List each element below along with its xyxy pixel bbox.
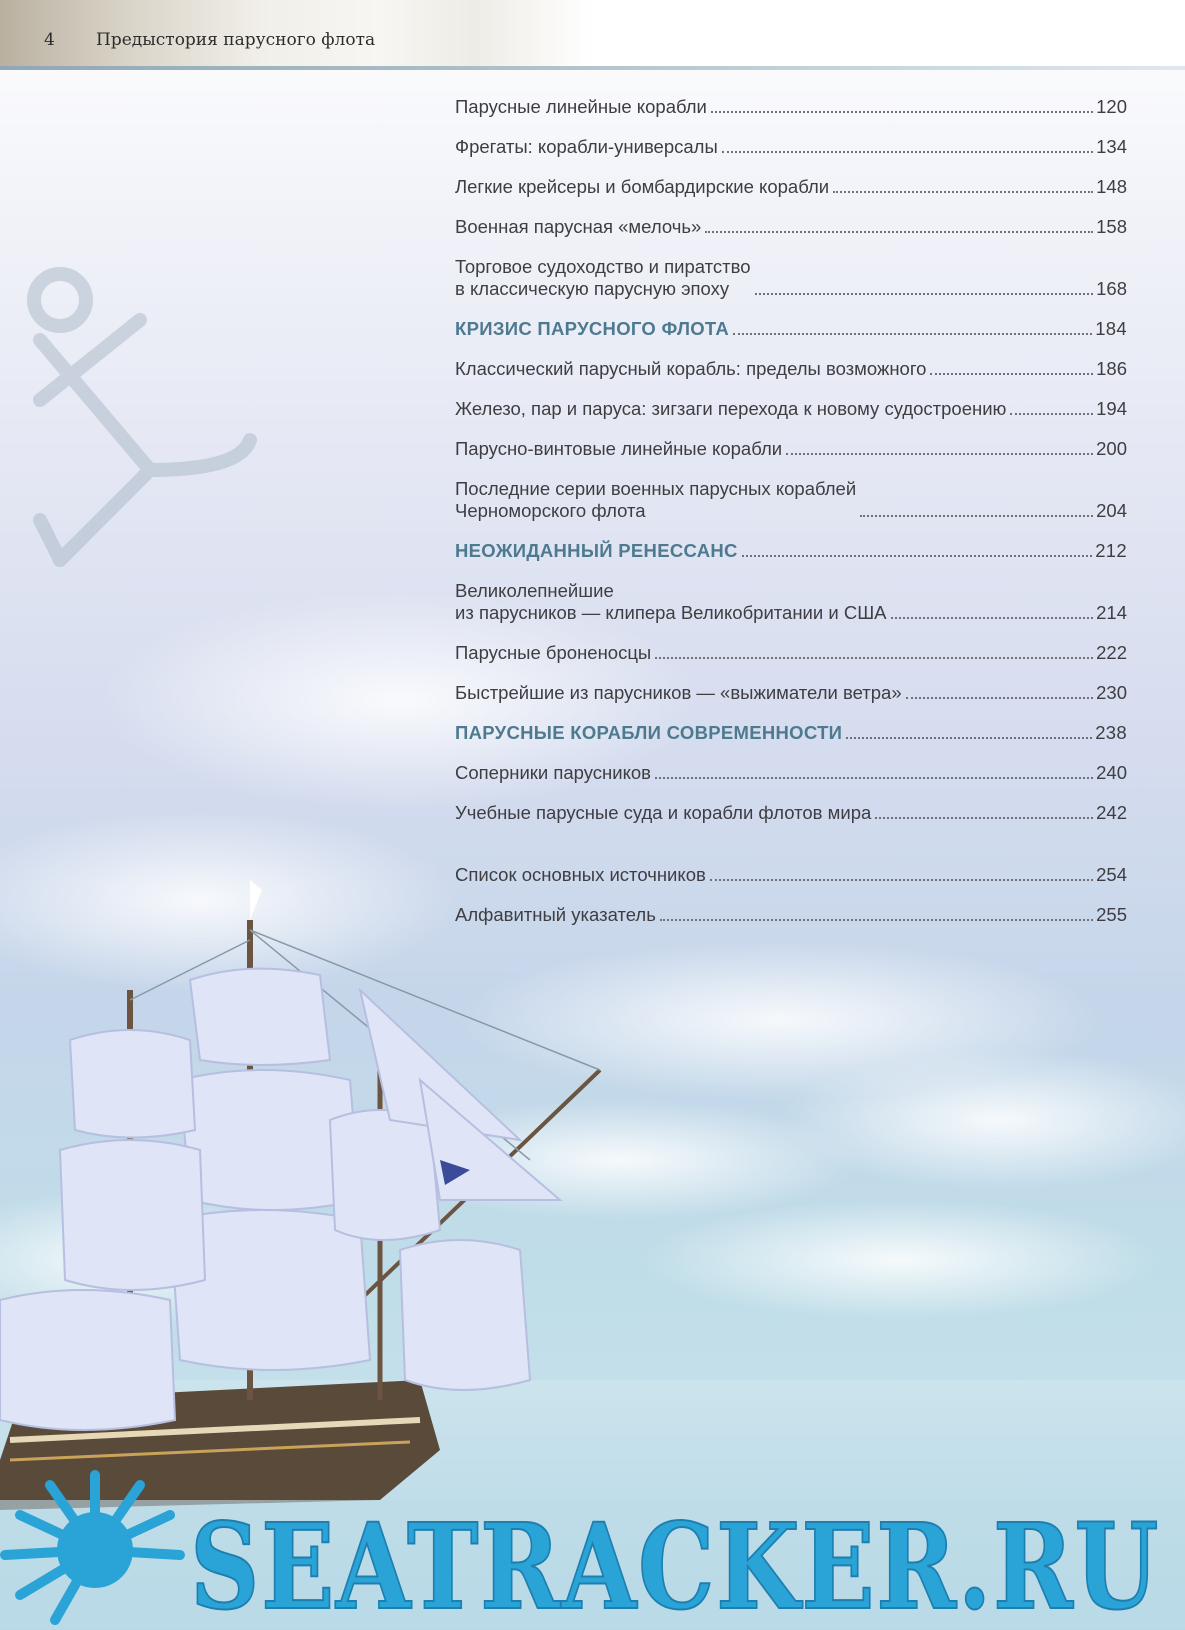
toc-entry-page: 200 (1096, 438, 1127, 459)
toc-entry-title: Великолепнейшие из парусников — клипера Великобритании и США (455, 580, 887, 623)
toc-entry[interactable] (455, 96, 1127, 118)
toc-leader-dots (655, 777, 1093, 779)
toc-entry-title: Учебные парусные суда и корабли флотов мира (455, 802, 872, 823)
toc-entry-title: Парусно-винтовые линейные корабли (455, 438, 783, 459)
toc-entry-title: Список основных источников (455, 864, 706, 885)
toc-entry-page: 214 (1096, 602, 1127, 623)
toc-leader-dots (733, 333, 1092, 335)
toc-entry-title: Последние серии военных парусных кораблей Черноморского флота (455, 478, 857, 521)
toc-leader-dots (875, 817, 1093, 819)
page-number: 4 (44, 30, 55, 50)
toc-entry-title: Классический парусный корабль: пределы возможного (455, 358, 927, 379)
toc-entry-page: 148 (1096, 176, 1127, 197)
toc-leader-dots (710, 879, 1093, 881)
toc-entry-page: 186 (1096, 358, 1127, 379)
toc-entry-page: 230 (1096, 682, 1127, 703)
toc-section-heading[interactable] (455, 318, 1127, 340)
toc-leader-dots (833, 191, 1093, 193)
toc-entry[interactable] (455, 256, 1127, 300)
toc-leader-dots (906, 697, 1093, 699)
toc-entry-title: Парусные броненосцы (455, 642, 652, 663)
anchor-icon (34, 274, 250, 560)
toc-section-title: КРИЗИС ПАРУСНОГО ФЛОТА (455, 318, 730, 339)
toc-section-heading[interactable] (455, 722, 1127, 744)
toc-entry[interactable] (455, 216, 1127, 238)
toc-entry[interactable] (455, 580, 1127, 624)
toc-entry[interactable] (455, 136, 1127, 158)
table-of-contents (455, 96, 1127, 944)
toc-entry-page: 240 (1096, 762, 1127, 783)
toc-entry[interactable] (455, 904, 1127, 926)
toc-leader-dots (755, 293, 1094, 295)
toc-entry-page: 194 (1096, 398, 1127, 419)
toc-leader-dots (860, 515, 1093, 517)
toc-leader-dots (711, 111, 1093, 113)
toc-leader-dots (846, 737, 1092, 739)
toc-entry-page: 204 (1096, 500, 1127, 521)
toc-entry[interactable] (455, 438, 1127, 460)
toc-leader-dots (705, 231, 1093, 233)
toc-entry[interactable] (455, 762, 1127, 784)
toc-leader-dots (722, 151, 1093, 153)
toc-entry-title: Военная парусная «мелочь» (455, 216, 702, 237)
toc-section-heading[interactable] (455, 540, 1127, 562)
toc-entry[interactable] (455, 682, 1127, 704)
toc-entry-page: 120 (1096, 96, 1127, 117)
toc-entry-page: 212 (1095, 540, 1127, 561)
seatracker-watermark (0, 1470, 1185, 1630)
toc-leader-dots (660, 919, 1093, 921)
watermark-text: SEATRACKER.RU (190, 1497, 1160, 1630)
toc-entry[interactable] (455, 358, 1127, 380)
toc-entry-page: 158 (1096, 216, 1127, 237)
toc-entry-page: 254 (1096, 864, 1127, 885)
toc-entry-title: Алфавитный указатель (455, 904, 656, 925)
toc-entry-title: Соперники парусников (455, 762, 652, 783)
toc-leader-dots (655, 657, 1093, 659)
toc-entry-page: 134 (1096, 136, 1127, 157)
toc-entry-page: 238 (1095, 722, 1127, 743)
toc-entry-title: Легкие крейсеры и бомбардирские корабли (455, 176, 830, 197)
toc-entry-page: 184 (1095, 318, 1127, 339)
toc-leader-dots (1010, 413, 1093, 415)
toc-entry[interactable] (455, 802, 1127, 824)
toc-entry[interactable] (455, 176, 1127, 198)
toc-entry-title: Торговое судоходство и пиратство в классическую парусную эпоху (455, 256, 751, 299)
toc-entry-page: 242 (1096, 802, 1127, 823)
toc-section-title: НЕОЖИДАННЫЙ РЕНЕССАНС (455, 540, 738, 561)
toc-leader-dots (786, 453, 1093, 455)
toc-leader-dots (742, 555, 1093, 557)
toc-entry-page: 168 (1096, 278, 1127, 299)
toc-entry[interactable] (455, 642, 1127, 664)
toc-entry-title: Железо, пар и паруса: зигзаги перехода к новому судостроению (455, 398, 1007, 419)
running-title: Предыстория парусного флота (96, 30, 376, 50)
toc-entry-page: 222 (1096, 642, 1127, 663)
toc-entry[interactable] (455, 478, 1127, 522)
toc-leader-dots (891, 617, 1094, 619)
toc-leader-dots (930, 373, 1093, 375)
toc-entry-page: 255 (1096, 904, 1127, 925)
toc-entry-title: Парусные линейные корабли (455, 96, 707, 117)
toc-entry[interactable] (455, 398, 1127, 420)
sun-burst-icon (5, 1475, 180, 1620)
toc-entry-title: Фрегаты: корабли-универсалы (455, 136, 718, 157)
toc-entry[interactable] (455, 864, 1127, 886)
toc-section-title: ПАРУСНЫЕ КОРАБЛИ СОВРЕМЕННОСТИ (455, 722, 843, 743)
toc-entry-title: Быстрейшие из парусников — «выжиматели ветра» (455, 682, 902, 703)
